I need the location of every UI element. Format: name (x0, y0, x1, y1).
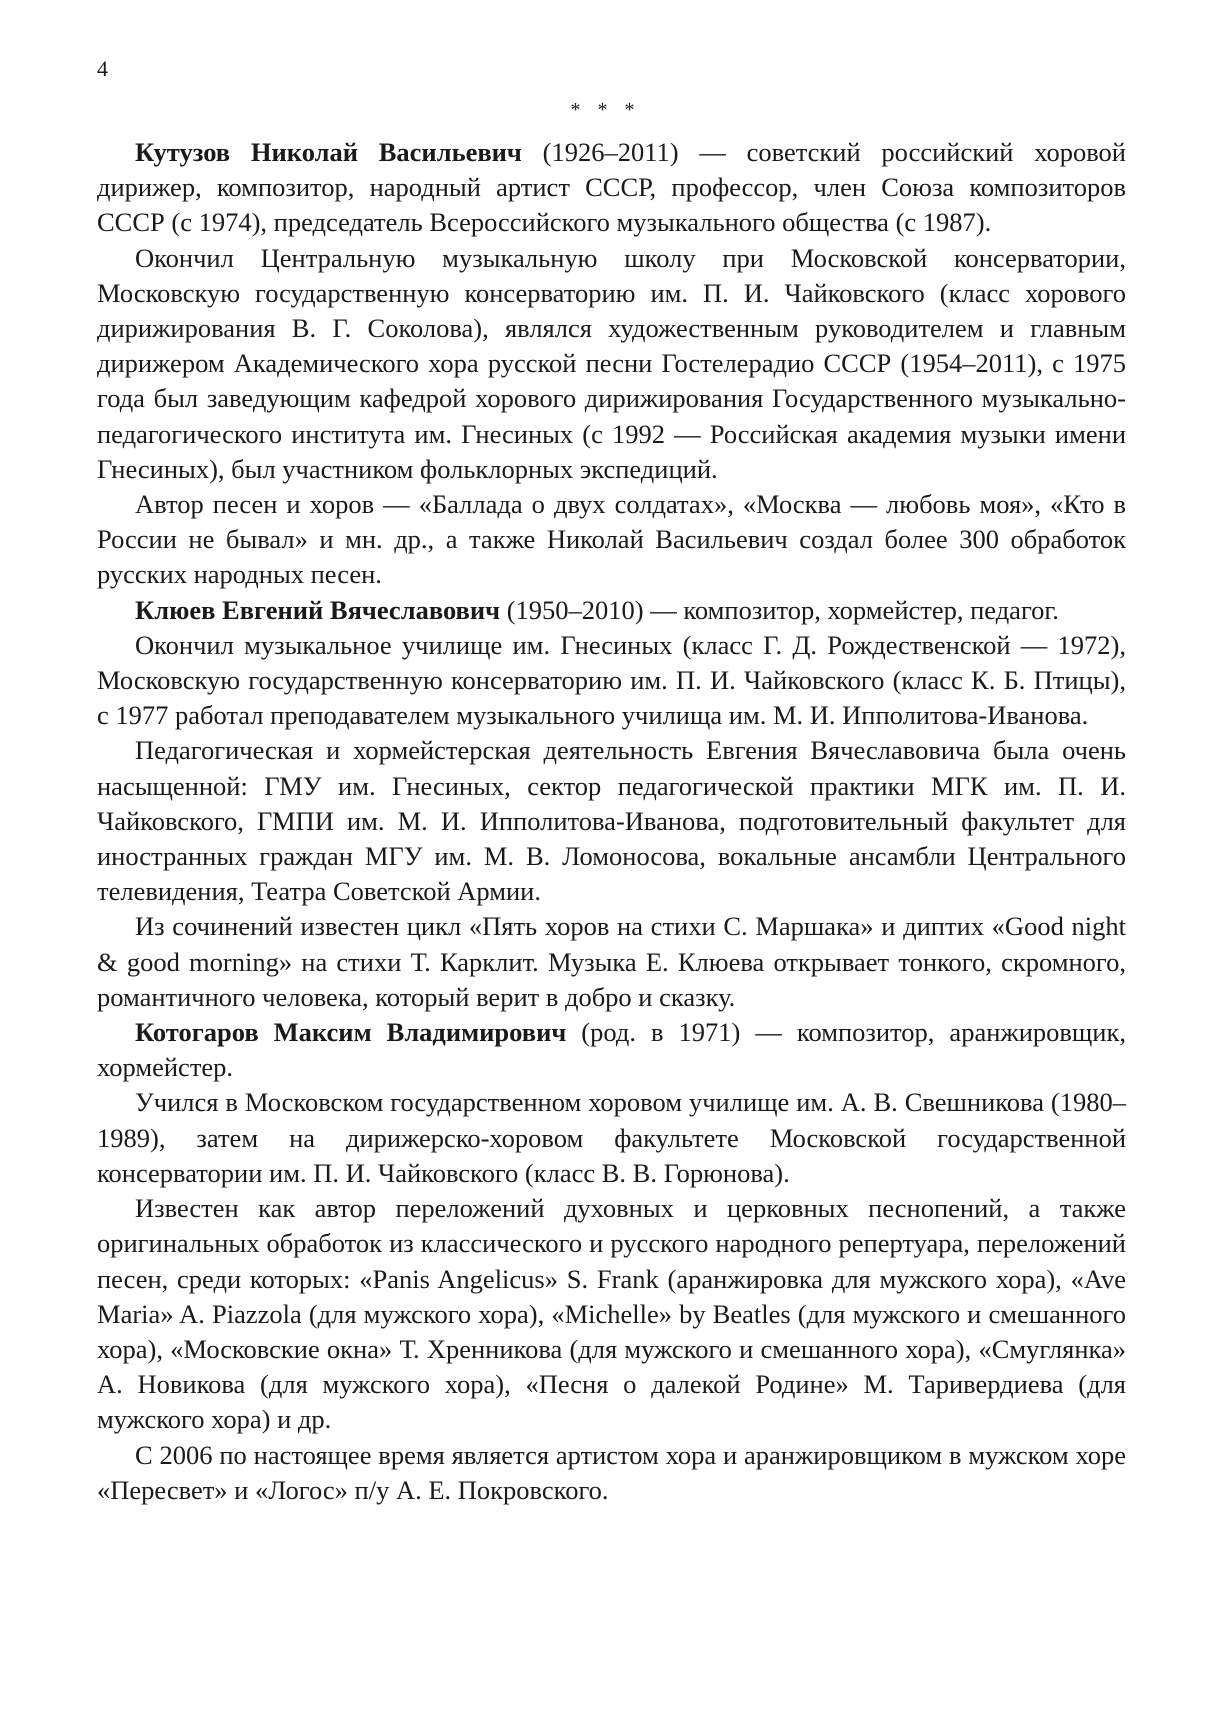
paragraph-text: (род. в 1971) — композитор, аранжировщик, хормейстер. (97, 1017, 1126, 1083)
paragraph-kutuzov-intro (97, 135, 1126, 241)
paragraph-klyuev-education (97, 628, 1126, 734)
paragraph-text: (1950–2010) — композитор, хормейстер, педагог. (500, 594, 1059, 625)
paragraph-klyuev-intro (97, 593, 1126, 628)
paragraph-text: Учился в Московском государственном хоровом училище им. А. В. Свешникова (1980–1989), затем на дирижерско-хоровом факультете Московской государственной консерватории им. П. И. Чайковского (класс В. В. Горюнова). (97, 1087, 1126, 1188)
paragraph-text: Окончил Центральную музыкальную школу при Московской консерватории, Московскую государственную консерваторию им. П. И. Чайковского (класс хорового дирижирования В. Г. Соколова), являлся художественным руководителем и главным дирижером Академического хора русской песни Гостелерадио СССР (1954–2011), с 1975 года был заведующим кафедрой хорового дирижирования Государственного музыкально-педагогического института им. Гнесиных (с 1992 — Российская академия музыки имени Гнесиных), был участником фольклорных экспедиций. (97, 242, 1126, 484)
person-name-kotogarov: Котогаров Максим Владимирович (135, 1017, 567, 1048)
paragraph-kotogarov-works (97, 1191, 1126, 1437)
section-separator: * * * (570, 99, 641, 121)
paragraph-kotogarov-education (97, 1085, 1126, 1191)
paragraph-kotogarov-intro (97, 1015, 1126, 1085)
paragraph-text: Педагогическая и хормейстерская деятельность Евгения Вячеславовича была очень насыщенной: ГМУ им. Гнесиных, сектор педагогической практики МГК им. П. И. Чайковского, ГМПИ им. М. И. Ипполитова-Иванова, подготовительный факультет для иностранных граждан МГУ им. М. В. Ломоносова, вокальные ансамбли Центрального телевидения, Театра Советской Армии. (97, 735, 1126, 907)
paragraph-text: Окончил музыкальное училище им. Гнесиных (класс Г. Д. Рождественской — 1972), Московскую государственную консерваторию им. П. И. Чайковского (класс К. Б. Птицы), с 1977 работал преподавателем музыкального училища им. М. И. Ипполитова-Иванова. (97, 629, 1126, 731)
paragraph-klyuev-activity (97, 733, 1126, 909)
paragraph-text: (1926–2011) — советский российский хоровой дирижер, композитор, народный артист СССР, профессор, член Союза композиторов СССР (с 1974), председатель Всероссийского музыкального общества (с 1987). (97, 137, 1126, 238)
paragraph-text: Известен как автор переложений духовных и церковных песнопений, а также оригинальных обработок из классического и русского народного репертуара, переложений песен, среди которых: «Panis Angelicus» S. Frank (аранжировка для мужского хора), «Ave Maria» A. Piazzola (для мужского хора), «Michelle» by Beatles (для мужского и смешанного хора), «Московские окна» Т. Хренникова (для мужского и смешанного хора), «Смуглянка» А. Новикова (для мужского хора), «Песня о далекой Родине» М. Таривердиева (для мужского хора) и др. (97, 1193, 1126, 1435)
paragraph-text: Автор песен и хоров — «Баллада о двух солдатах», «Москва — любовь моя», «Кто в России не бывал» и мн. др., а также Николай Васильевич создал более 300 обработок русских народных песен. (97, 489, 1126, 590)
paragraph-kotogarov-career (97, 1438, 1126, 1508)
paragraph-text: С 2006 по настоящее время является артистом хора и аранжировщиком в мужском хоре «Пересвет» и «Логос» п/у А. Е. Покровского. (97, 1439, 1126, 1505)
text-column (97, 135, 1126, 1508)
paragraph-kutuzov-works (97, 487, 1126, 593)
paragraph-klyuev-works (97, 909, 1126, 1015)
paragraph-kutuzov-education (97, 241, 1126, 487)
person-name-klyuev: Клюев Евгений Вячеславович (135, 594, 501, 625)
person-name-kutuzov: Кутузов Николай Васильевич (135, 137, 522, 167)
page-number: 4 (97, 56, 108, 81)
paragraph-text: Из сочинений известен цикл «Пять хоров на стихи С. Маршака» и диптих «Good night & good morning» на стихи Т. Карклит. Музыка Е. Клюева открывает тонкого, скромного, романтичного человека, который верит в добро и сказку. (97, 911, 1126, 1012)
